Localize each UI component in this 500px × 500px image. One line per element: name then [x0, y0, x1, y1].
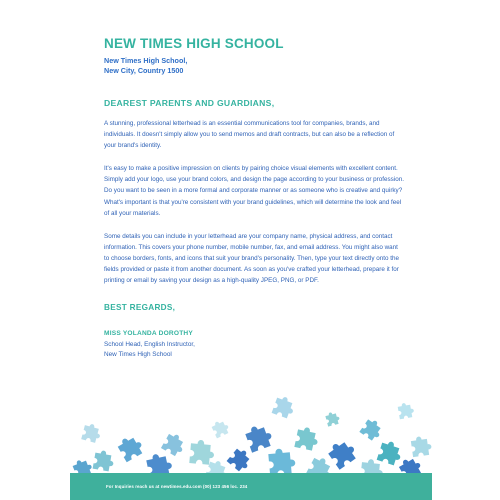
- footer-contact-text: For Inquiries reach us at newtimes.edu.com (00) 123 456 loc. 234: [106, 484, 248, 489]
- school-address: [104, 56, 404, 76]
- letter-content: [104, 36, 404, 359]
- body-paragraph-2: It's easy to make a positive impression on clients by pairing choice visual elements with excellent content. Simply add your logo, use your brand colors, and design the page according to your business or profession. Do you want to be seen in a more formal and corporate manner or as someone who is creative and quirky? What's important is that you're consistent with your brand guidelines, which will determine the look and feel of all your materials.: [104, 165, 404, 217]
- salutation: DEAREST PARENTS AND GUARDIANS,: [104, 98, 275, 108]
- signer-organization: New Times High School: [104, 350, 172, 358]
- school-name-heading: NEW TIMES HIGH SCHOOL: [104, 36, 284, 51]
- signer-name: MISS YOLANDA DOROTHY: [104, 330, 193, 338]
- footer-bar: [70, 473, 432, 500]
- signer-title: School Head, English Instructor,: [104, 341, 195, 349]
- address-line-1: New Times High School,: [104, 56, 188, 65]
- address-line-2: New City, Country 1500: [104, 66, 184, 75]
- body-paragraph-3: Some details you can include in your letterhead are your company name, physical address, and contact information. This covers your phone number, mobile number, fax, and email address. You might also want to choose borders, fonts, and icons that suit your brand's personality. Then, type your text directly onto the fields provided or paste it from another document. As soon as you've crafted your letterhead, prepare it for printing or email by saving your design as a high-quality JPEG, PNG, or PDF.: [104, 232, 399, 285]
- puzzle-pieces-icon: [70, 390, 432, 475]
- body-paragraph-1: A stunning, professional letterhead is an essential communications tool for companies, brands, and individuals. It doesn't simply allow you to send memos and draft contracts, but can also be a reflection of your brand's identity.: [104, 120, 395, 150]
- closing: BEST REGARDS,: [104, 303, 176, 313]
